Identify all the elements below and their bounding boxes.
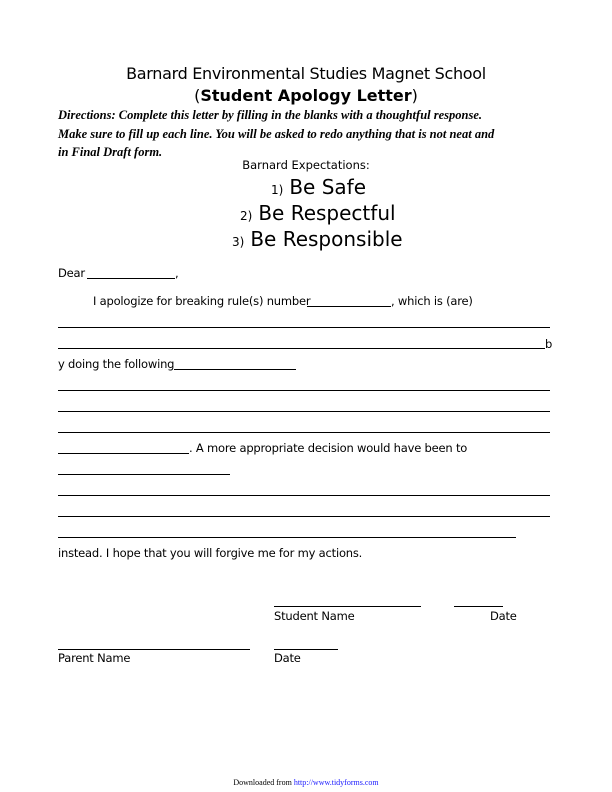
apology-prefix: I apologize for breaking rule(s) number: [93, 294, 311, 308]
parent-date-label: Date: [274, 651, 301, 665]
closing-text: instead. I hope that you will forgive me for my actions.: [58, 546, 363, 560]
apology-suffix: , which is (are): [391, 294, 473, 308]
school-name: Barnard Environmental Studies Magnet School: [126, 64, 486, 83]
doing-following-label: y doing the following: [58, 357, 175, 371]
actions-line-3[interactable]: [58, 432, 550, 433]
parent-date-line[interactable]: [274, 649, 338, 650]
recipient-blank[interactable]: [87, 278, 175, 279]
parent-name-label: Parent Name: [58, 651, 131, 665]
footer-link[interactable]: http://www.tidyforms.com: [293, 778, 379, 787]
student-name-line[interactable]: [274, 606, 421, 607]
salutation-comma: ,: [175, 266, 179, 280]
directions-line-2: Make sure to fill up each line. You will be asked to redo anything that is not neat and: [58, 127, 495, 141]
directions-line-3: in Final Draft form.: [58, 145, 163, 159]
student-date-label: Date: [490, 609, 517, 623]
actions-line-2[interactable]: [58, 411, 550, 412]
rule-description-line-1[interactable]: [58, 327, 550, 328]
wrapped-b: b: [545, 337, 553, 351]
student-name-label: Student Name: [274, 609, 355, 623]
footer: [0, 778, 612, 787]
rule-number: 3): [232, 235, 245, 249]
rule-description-line-2[interactable]: [58, 348, 545, 349]
paren-close: ): [411, 86, 418, 105]
better-decision-label: . A more appropriate decision would have been to: [189, 441, 468, 455]
rule-number-blank[interactable]: [307, 306, 391, 307]
footer-prefix: Downloaded from: [233, 778, 292, 787]
actions-line-1[interactable]: [58, 390, 550, 391]
expectation-rule-1: [271, 175, 366, 199]
paren-open: (: [194, 86, 201, 105]
document-title-text: Student Apology Letter: [200, 86, 412, 105]
better-decision-line-2[interactable]: [58, 516, 550, 517]
rule-text: Be Responsible: [250, 227, 403, 251]
rule-number: 1): [271, 183, 284, 197]
expectations-heading: Barnard Expectations:: [242, 158, 370, 172]
better-decision-blank[interactable]: [58, 474, 230, 475]
better-decision-line-3[interactable]: [58, 537, 516, 538]
expectation-rule-3: [232, 227, 403, 251]
rule-text: Be Respectful: [258, 201, 396, 225]
actions-blank[interactable]: [174, 369, 296, 370]
parent-name-line[interactable]: [58, 649, 250, 650]
actions-line-4[interactable]: [58, 453, 189, 454]
expectation-rule-2: [240, 201, 396, 225]
document-title: [0, 86, 612, 105]
salutation: Dear: [58, 266, 85, 280]
directions-line-1: Directions: Complete this letter by filling in the blanks with a thoughtful response.: [58, 108, 483, 122]
better-decision-line-1[interactable]: [58, 495, 550, 496]
rule-number: 2): [240, 209, 253, 223]
rule-text: Be Safe: [289, 175, 367, 199]
student-date-line[interactable]: [454, 606, 503, 607]
